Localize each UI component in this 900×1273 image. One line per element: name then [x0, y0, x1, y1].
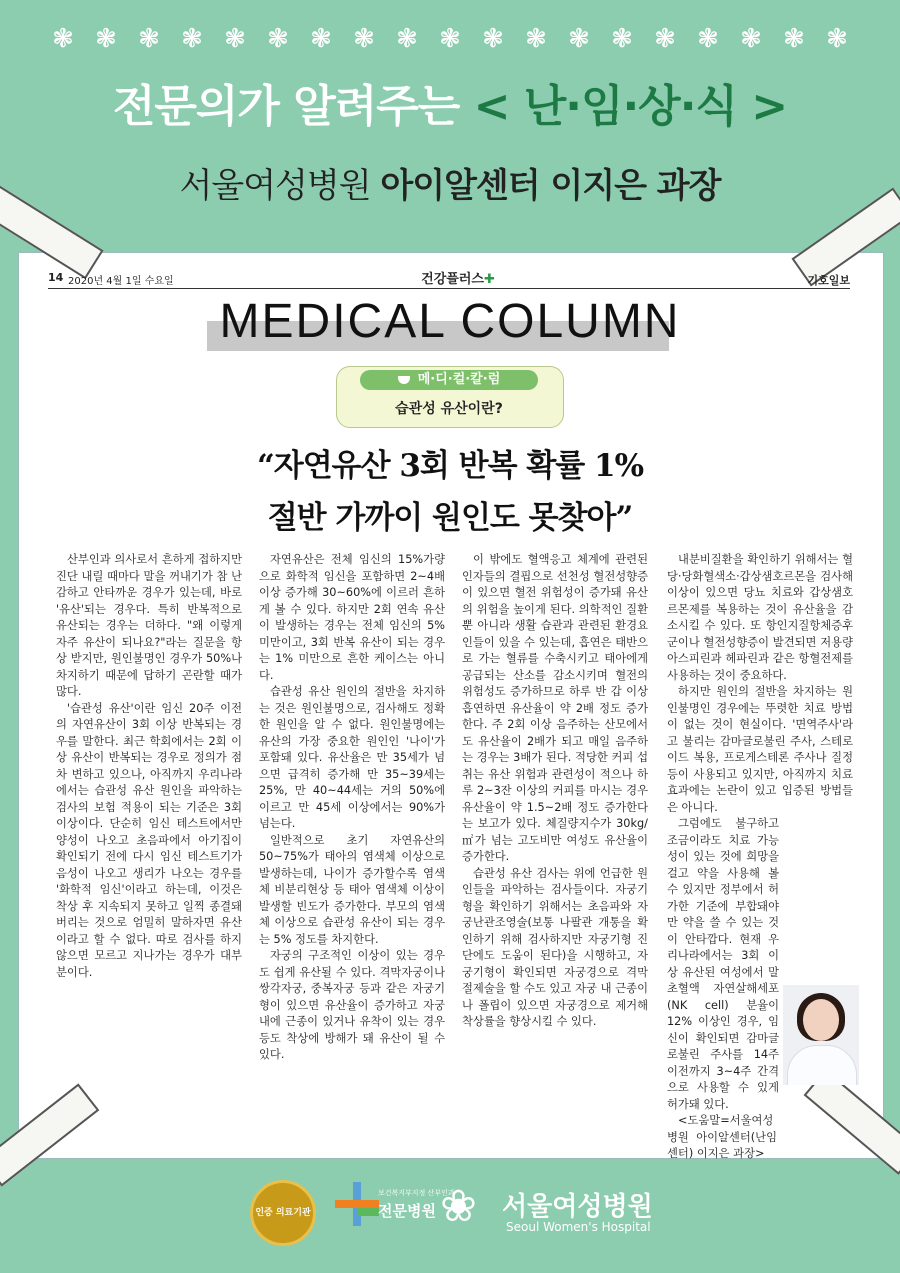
snowflake-flower-icon: ❃: [138, 24, 160, 54]
cross-horizontal: [335, 1200, 379, 1208]
paragraph: 자궁의 구조적인 이상이 있는 경우도 쉽게 유산될 수 있다. 격막자궁이나 쌍각자궁, 중복자궁 등과 같은 자궁기형이 있으면 유산율이 증가하고 자궁 내에 근종이 있거나 유착이 있는 경우 등도 착상에 방해가 돼 유산이 될 수 있다.: [259, 949, 445, 1061]
doctor-photo: [783, 985, 859, 1085]
specialty-caption: 보건복지부지정 산부인과: [378, 1189, 455, 1197]
snowflake-flower-icon: ❃: [611, 24, 633, 54]
bowl-icon: [398, 376, 410, 384]
plus-icon: ✚: [483, 272, 495, 287]
specialty-label: 전문병원: [378, 1202, 436, 1220]
snowflake-flower-icon: ❃: [697, 24, 719, 54]
banner-subtitle-name: 아이알센터 이지은 과장: [380, 166, 721, 206]
certification-seal-icon: 인증 의료기관: [250, 1180, 316, 1246]
footer-logos: [0, 1180, 900, 1250]
hospital-name-en: Seoul Women's Hospital: [506, 1220, 651, 1234]
snowflake-flower-icon: ❃: [396, 24, 418, 54]
snowflake-flower-icon: ❃: [439, 24, 461, 54]
paragraph: 일반적으로 초기 자연유산의 50~75%가 태아의 염색체 이상으로 발생하는데, 나이가 증가할수록 염색체 비분리현상 등 태아 염색체 이상이 발생할 빈도가 증가한다. 부모의 염색체 이상으로 습관성 유산이 되는 경우는 5% 정도를 차지한다.: [259, 833, 445, 946]
snowflake-flower-icon: ❃: [310, 24, 332, 54]
column-badge-label: [360, 370, 538, 390]
paragraph: 그럼에도 불구하고 조금이라도 치료 가능성이 있는 것에 희망을 걸고 약을 사용해 볼 수 있지만 정부에서 허가한 기준에 부합돼야만 약을 쓸 수 있는 것이 안타깝다. 현재 우리나라에서는 3회 이상 유산된 여성에서 말초혈액 자연살해세포(NK cell) 분율이 12% 이상인 경우, 임신이 확인되면 감마글로불린 주사를 14주 이전까지 3~4주 간격으로 사용할 수 있게 허가돼 있다.: [667, 817, 779, 1111]
page-number: 14: [48, 271, 64, 284]
snowflake-flower-icon: ❃: [267, 24, 289, 54]
specialty-hospital-cross-icon: [335, 1182, 379, 1226]
headline-line-2: 절반 가까이 원인도 못찾아”: [267, 500, 633, 536]
photo-face: [803, 999, 839, 1041]
section-name: [408, 268, 508, 287]
snowflake-flower-icon: ❃: [95, 24, 117, 54]
column-badge-label-text: 메·디·컬·칼·럼: [417, 372, 501, 387]
paragraph: '습관성 유산'이란 임신 20주 이전의 자연유산이 3회 이상 반복되는 경우를 말한다. 최근 학회에서는 2회 이상 유산이 반복되는 경우로 정의가 점차 변하고 있으나, 아직까지 우리나라에서는 습관성 유산 원인을 파악하는 검사의 보험 적용이 되는 기준은 3회 이상이다. 단순히 임신 테스트에서만 양성이 나오고 초음파에서 아기집이 확인되기 전에 다시 임신 테스트기가 음성이 나오고 생리가 나오는 경우를 '화학적 임신'이라고 하는데, 이것은 착상 후 지속되지 못하고 일찍 종결돼 버리는 것으로 엄밀히 말하자면 유산이라고 할 수 없다. 따로 검사를 하지 않으면 모르고 지나가는 경우가 대부분이다.: [56, 701, 242, 979]
column-title: MEDICAL COLUMN: [219, 295, 681, 348]
snowflake-flower-icon: ❃: [52, 24, 74, 54]
article-column-1: [56, 552, 242, 981]
hospital-name-ko: 서울여성병원: [502, 1192, 653, 1222]
paragraph: 자연유산은 전체 임신의 15%가량으로 화학적 임신을 포함하면 2~4배 이상 증가해 30~60%에 이르러 흔하게 볼 수 있다. 하지만 2회 연속 유산이 발생하는 경우는 전체 임신의 5% 미만이고, 3회 반복 유산이 되는 경우는 1% 미만으로 흔한 케이스는 아니다.: [259, 553, 445, 682]
paper-name: 기호일보: [807, 274, 850, 287]
flower-decoration-row: [0, 24, 900, 58]
paragraph: 하지만 원인의 절반을 차지하는 원인불명인 경우에는 뚜렷한 치료 방법이 없는 것이 현실이다. '면역주사'라고 불리는 감마글로불린 주사, 스테로이드 복용, 프로게스테론 주사나 질정 등이 사용되고 있지만, 아직까지 치료 효과에는 논란이 있고 입증된 방법들은 아니다.: [667, 685, 853, 814]
article-column-3: [462, 552, 648, 1031]
paragraph: 습관성 유산 검사는 위에 언급한 원인들을 파악하는 검사들이다. 자궁기형을 확인하기 위해서는 초음파와 자궁난관조영술(보통 나팔관 개통을 확인하기 위해 검사하지만 자궁기형 진단에도 도움이 된다)을 시행하고, 자궁기형이 확인되면 자궁경으로 격막 절제술을 할 수도 있고 자궁 내 근종이나 폴립이 있으면 자궁경으로 제거해 착상률을 향상시킬 수 있다.: [462, 866, 648, 1028]
snowflake-flower-icon: ❃: [482, 24, 504, 54]
banner-title-accent: < 난·임·상·식 >: [473, 81, 788, 132]
headline-line-1: “자연유산 3회 반복 확률 1%: [256, 448, 644, 484]
banner-title-prefix: 전문의가 알려주는: [112, 81, 474, 132]
hospital-flower-icon: ❀: [440, 1181, 477, 1232]
paragraph: 습관성 유산 원인의 절반을 차지하는 것은 원인불명으로, 검사해도 정확한 원인을 알 수 없다. 원인불명에는 유산의 가장 중요한 원인인 '나이'가 포함돼 있다. 유산율은 만 35세가 넘으면 급격히 증가해 만 35~39세는 25%, 만 40~44세는 거의 50%에 이르고 만 45세 이상에서는 90%가 넘는다.: [259, 685, 445, 830]
paragraph: 산부인과 의사로서 흔하게 접하지만 진단 내릴 때마다 말을 꺼내기가 참 난감하고 안타까운 경우가 있는데, 바로 '유산'되는 경우다. 특히 반복적으로 유산되는 경우는 더하다. "왜 이렇게 자주 유산이 되나요?"라는 질문을 항상 받지만, 원인불명인 경우가 50%나 차지하기 때문에 답하기 곤란할 때가 많다.: [56, 553, 242, 698]
snowflake-flower-icon: ❃: [353, 24, 375, 54]
photo-coat: [787, 1045, 857, 1085]
banner-subtitle-prefix: 서울여성병원: [179, 166, 381, 206]
snowflake-flower-icon: ❃: [568, 24, 590, 54]
snowflake-flower-icon: ❃: [783, 24, 805, 54]
snowflake-flower-icon: ❃: [740, 24, 762, 54]
snowflake-flower-icon: ❃: [224, 24, 246, 54]
snowflake-flower-icon: ❃: [826, 24, 848, 54]
snowflake-flower-icon: ❃: [654, 24, 676, 54]
newspaper-header: [48, 268, 850, 289]
banner-subtitle: [0, 158, 900, 207]
paragraph: 이 밖에도 혈액응고 체계에 관련된 인자들의 결핍으로 선천성 혈전성향증이 있으면 혈전 위험성이 증가돼 유산의 위험을 높이게 된다. 의학적인 질환뿐 아니라 생활 습관과 관련된 환경요인들이 있을 수 있는데, 흡연은 태반으로 가는 혈류를 수축시키고 태아에게 공급되는 산소를 감소시키며 혈전의 위험성도 증가하므로 하루 반 갑 이상 흡연하면 유산율이 약 2배 정도 증가한다. 주 2회 이상 음주하는 산모에서도 유산율이 2배가 되고 매일 음주하는 경우는 3배가 된다. 적당한 커피 섭취는 유산 위험과 관련성이 적으나 하루 2~3잔 이상의 커피를 마시는 경우 유산율이 약 1.5~2배 정도 증가한다는 보고가 있다. 체질량지수가 30kg/㎡가 넘는 고도비만 여성도 유산율이 증가한다.: [462, 553, 648, 863]
section-label: 건강플러스: [421, 272, 484, 287]
article-credit: <도움말=서울여성병원 아이알센터(난임센터) 이지은 과장>: [667, 1114, 777, 1160]
cross-accent: [357, 1208, 379, 1216]
snowflake-flower-icon: ❃: [525, 24, 547, 54]
paragraph: 내분비질환을 확인하기 위해서는 혈당·당화혈색소·갑상샘호르몬을 검사해 이상이 있으면 당뇨 치료와 갑상샘호르몬제를 복용하는 것이 유산율을 감소시킬 수 있다. 또 항인지질항체증후군이나 혈전성향증이 발견되면 저용량 아스피린과 헤파린과 같은 항혈전제를 사용하는 것이 중요하다.: [667, 553, 853, 682]
snowflake-flower-icon: ❃: [181, 24, 203, 54]
banner-title: [0, 70, 900, 134]
article-headline: [150, 440, 750, 544]
article-column-2: [259, 552, 445, 1064]
column-badge-subtitle: 습관성 유산이란?: [395, 401, 503, 417]
issue-date: 2020년 4월 1일 수요일: [68, 276, 174, 287]
